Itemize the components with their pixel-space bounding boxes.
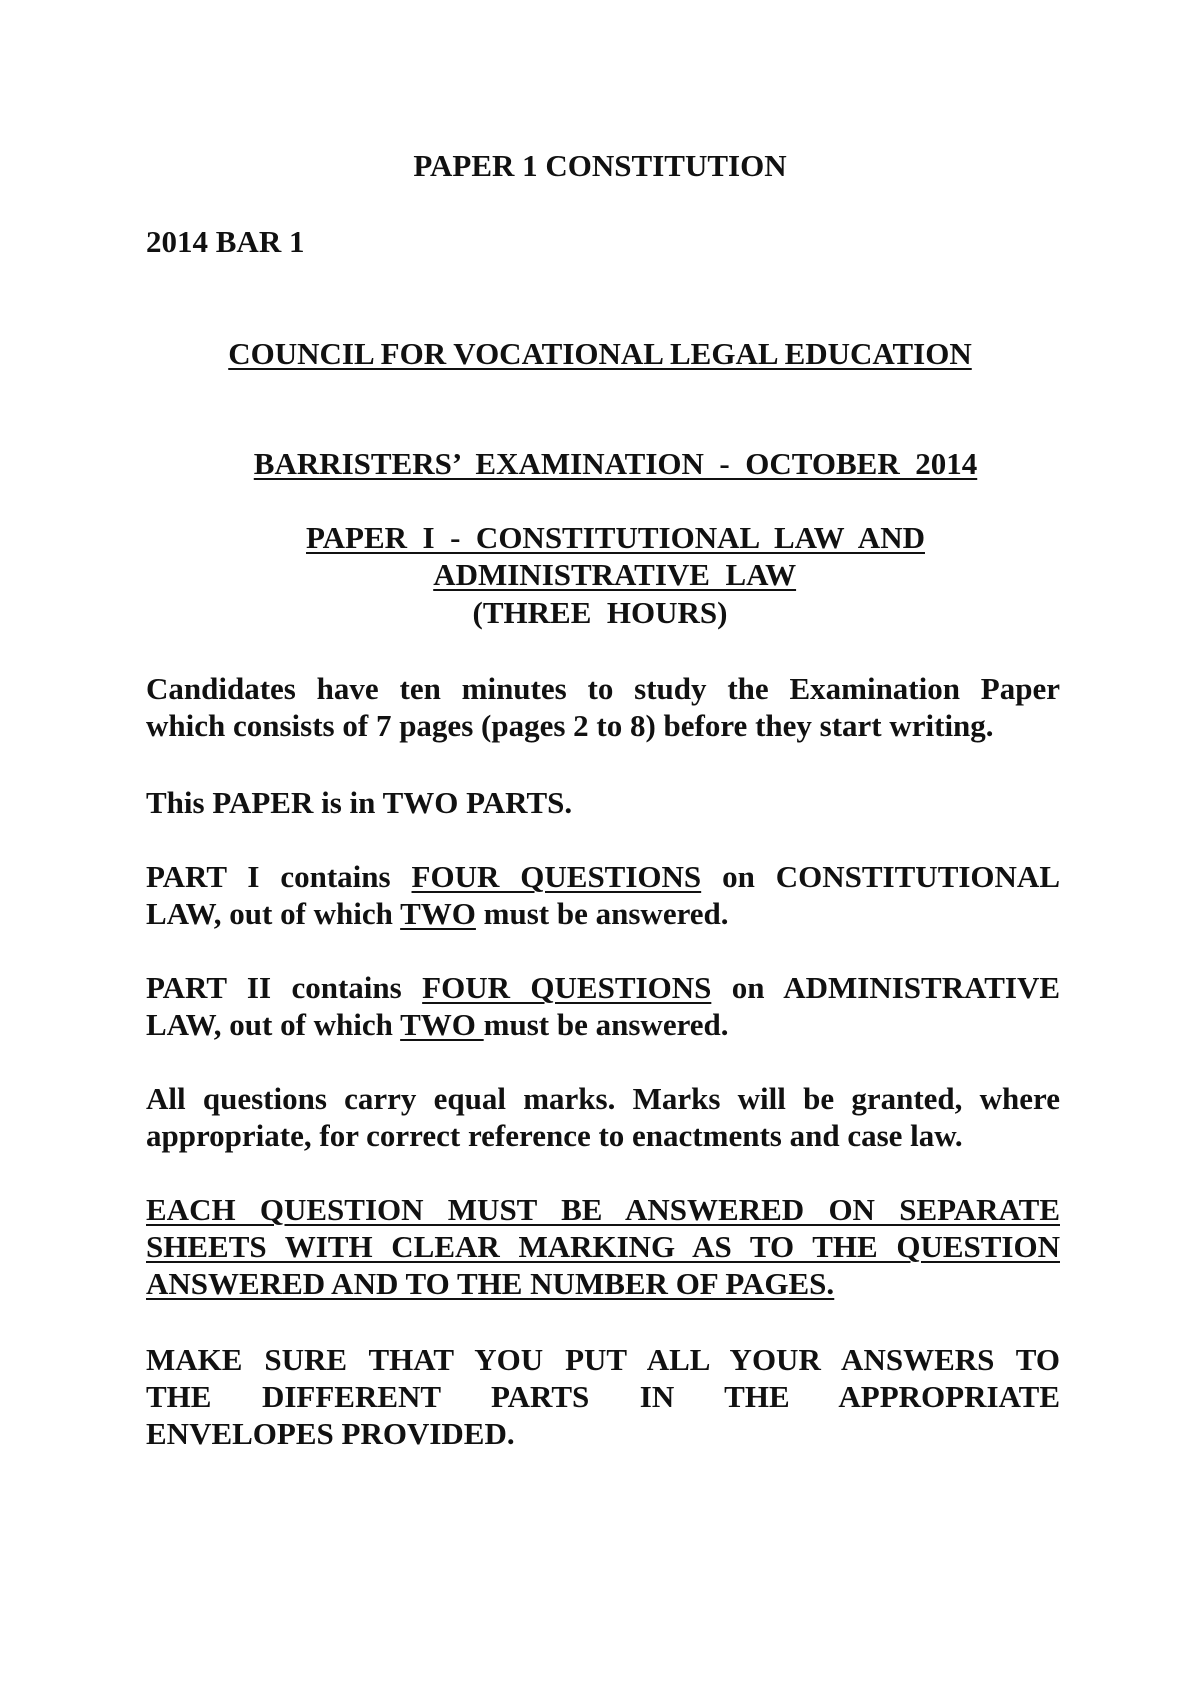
part2-subject: on ADMINISTRATIVE [731,970,1061,1005]
separate-sheets-line3 [146,1266,1060,1303]
examination-heading-text: BARRISTERS’ EXAMINATION - OCTOBER 2014 [253,446,978,481]
separate-sheets-line1-text: EACH QUESTION MUST BE ANSWERED ON SEPARATE [146,1192,1060,1227]
study-time-paragraph [146,671,1060,745]
separate-sheets-line1 [146,1192,1060,1229]
part2-line2-lead: LAW, out of which [146,1007,393,1042]
parts-intro: This PAPER is in TWO PARTS. [146,785,573,820]
envelopes-line3: ENVELOPES PROVIDED. [146,1416,515,1451]
council-heading-text: COUNCIL FOR VOCATIONAL LEGAL EDUCATION [228,336,972,371]
study-time-line2: which consists of 7 pages (pages 2 to 8) before they start writing. [146,708,994,743]
part1-line2 [146,896,1060,933]
part1-line2-tail: must be answered. [483,896,729,931]
part2-count: FOUR QUESTIONS [422,970,712,1005]
council-heading [0,336,1200,372]
paper-heading-line2-text: ADMINISTRATIVE LAW [433,557,797,592]
part2-line2 [146,1007,1060,1044]
part1-line1 [146,859,1060,896]
separate-sheets-line2-text: SHEETS WITH CLEAR MARKING AS TO THE QUESTION [146,1229,1060,1264]
part2-line2-tail: must be answered. [483,1007,729,1042]
part1-count: FOUR QUESTIONS [411,859,702,894]
part1-line2-lead: LAW, out of which [146,896,393,931]
part2-line1 [146,970,1060,1007]
study-time-line1: Candidates have ten minutes to study the Examination Paper [146,671,1060,706]
separate-sheets-paragraph [146,1192,1060,1303]
part2-required: TWO [400,1007,484,1042]
marks-paragraph [146,1081,1060,1155]
marks-line1: All questions carry equal marks. Marks will be granted, where [146,1081,1060,1116]
part1-lead: PART I contains [146,859,391,894]
envelopes-line1: MAKE SURE THAT YOU PUT ALL YOUR ANSWERS TO [146,1342,1060,1377]
duration: (THREE HOURS) [472,595,728,630]
exam-code: 2014 BAR 1 [146,224,305,259]
paper-heading-line1-text: PAPER I - CONSTITUTIONAL LAW AND [306,520,925,555]
marks-line2: appropriate, for correct reference to enactments and case law. [146,1118,963,1153]
part1-paragraph [146,859,1060,933]
part1-required: TWO [400,896,476,931]
separate-sheets-line3-text: ANSWERED AND TO THE NUMBER OF PAGES. [146,1266,835,1301]
separate-sheets-line2 [146,1229,1060,1266]
part2-paragraph [146,970,1060,1044]
part1-subject: on CONSTITUTIONAL [722,859,1060,894]
part2-lead: PART II contains [146,970,402,1005]
envelopes-line2: THE DIFFERENT PARTS IN THE APPROPRIATE [146,1379,1060,1414]
envelopes-paragraph [146,1342,1060,1453]
paper-title: PAPER 1 CONSTITUTION [413,148,787,183]
